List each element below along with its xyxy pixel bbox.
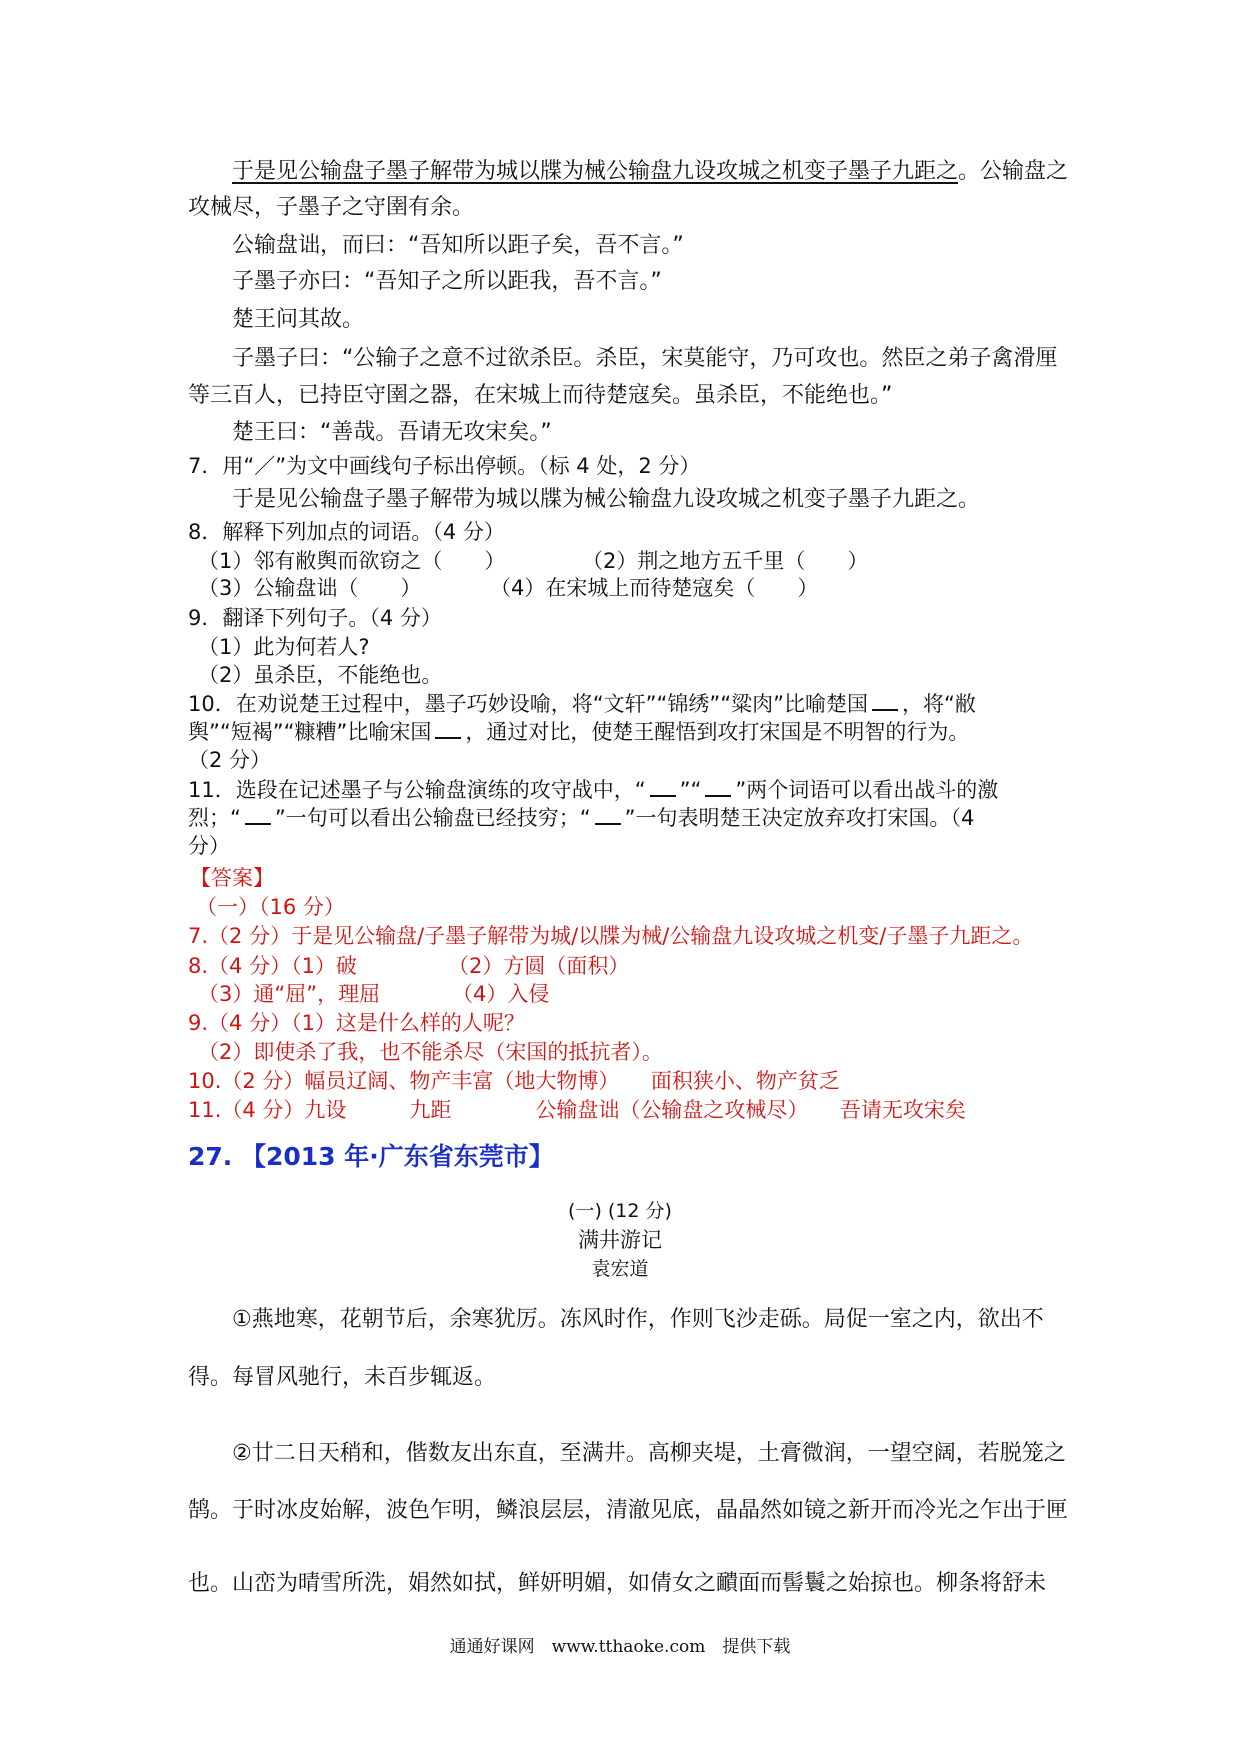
passage-line: 子墨子亦曰：“吾知子之所以距我，吾不言。” — [232, 269, 662, 294]
question-8-item: （4）在宋城上而待楚寇矣（ ） — [490, 576, 819, 600]
passage-line: 攻械尽，子墨子之守圉有余。 — [188, 195, 475, 220]
answer-9: 9.（4 分）（1）这是什么样的人呢？ — [188, 1011, 525, 1035]
section-heading: 27. 【2013 年·广东省东莞市】 — [188, 1142, 554, 1171]
section-sub: (一) (12 分) — [568, 1200, 672, 1222]
question-9-item: （2）虽杀臣，不能绝也。 — [198, 663, 443, 687]
question-8-item: （3）公输盘诎（ ） — [198, 576, 422, 600]
answer-8: （2）方圆（面积） — [448, 954, 630, 978]
question-11-cont: 分） — [188, 834, 230, 858]
passage-line: 公输盘诎，而曰：“吾知所以距子矣，吾不言。” — [232, 233, 684, 258]
question-8-item: （1）邻有敝舆而欲窃之（ ） — [198, 549, 506, 573]
answer-blank — [705, 777, 731, 797]
answer-7: 7.（2 分）于是见公输盘/子墨子解带为城/以牒为械/公输盘九设攻城之机变/子墨子九距之。 — [188, 924, 1034, 948]
essay-line: ①燕地寒，花朝节后，余寒犹厉。冻风时作，作则飞沙走砾。局促一室之内，欲出不 — [232, 1307, 1044, 1332]
answer-blank — [245, 805, 271, 825]
question-8-item: （2）荆之地方五千里（ ） — [582, 549, 869, 573]
answer-section: （一）（16 分） — [196, 895, 345, 919]
answer-blank — [872, 691, 898, 711]
passage-line: 于是见公输盘子墨子解带为城以牒为械公输盘九设攻城之机变子墨子九距之。公输盘之 — [232, 159, 1069, 184]
passage-line: 楚王曰：“善哉。吾请无攻宋矣。” — [232, 420, 552, 445]
answer-11: 11.（4 分）九设 九距 公输盘诎（公输盘之攻械尽） 吾请无攻宋矣 — [188, 1098, 966, 1122]
answer-8: 8.（4 分）（1）破 — [188, 954, 357, 978]
essay-line: 也。山峦为晴雪所洗，娟然如拭，鲜妍明媚，如倩女之靧面而髻鬟之始掠也。柳条将舒未 — [188, 1571, 1047, 1596]
question-11: 11．选段在记述墨子与公输盘演练的攻守战中，“ ”“ ”两个词语可以看出战斗的激 — [188, 778, 999, 802]
passage-line: 楚王问其故。 — [232, 307, 365, 332]
question-7: 7．用“／”为文中画线句子标出停顿。（标 4 处，2 分） — [188, 454, 701, 478]
answer-blank — [435, 719, 461, 739]
question-10: 10．在劝说楚王过程中，墨子巧妙设喻，将“文轩”“锦绣”“粱肉”比喻楚国 ，将“敝 — [188, 692, 976, 716]
underlined-sentence: 于是见公输盘子墨子解带为城以牒为械公输盘九设攻城之机变子墨子九距之 — [232, 159, 959, 184]
question-9: 9．翻译下列句子。（4 分） — [188, 606, 442, 630]
question-10-cont: （2 分） — [188, 748, 272, 772]
answer-heading: 【答案】 — [190, 866, 274, 890]
essay-author: 袁宏道 — [591, 1258, 649, 1280]
passage-line: 等三百人，已持臣守圉之器，在宋城上而待楚寇矣。虽杀臣，不能绝也。” — [188, 383, 893, 408]
passage-line: 子墨子曰：“公输子之意不过欲杀臣。杀臣，宋莫能守，乃可攻也。然臣之弟子禽滑厘 — [232, 346, 1058, 371]
essay-line: 鹄。于时冰皮始解，波色乍明，鳞浪层层，清澈见底，晶晶然如镜之新开而冷光之乍出于匣 — [188, 1498, 1069, 1523]
essay-title: 满井游记 — [578, 1228, 662, 1252]
answer-8: （3）通“屈”，理屈 — [198, 982, 381, 1006]
answer-10: 10.（2 分）幅员辽阔、物产丰富（地大物博） 面积狭小、物产贫乏 — [188, 1069, 840, 1093]
question-10-cont: 舆”“短褐”“糠糟”比喻宋国 ，通过对比，使楚王醒悟到攻打宋国是不明智的行为。 — [188, 720, 970, 744]
answer-blank — [595, 805, 621, 825]
answer-9: （2）即使杀了我，也不能杀尽（宋国的抵抗者）。 — [198, 1040, 663, 1064]
essay-line: ②廿二日天稍和，偕数友出东直，至满井。高柳夹堤，土膏微润，一望空阔，若脱笼之 — [232, 1441, 1066, 1466]
essay-line: 得。每冒风驰行，未百步辄返。 — [188, 1365, 497, 1390]
question-8: 8．解释下列加点的词语。（4 分） — [188, 520, 505, 544]
question-7-sentence: 于是见公输盘子墨子解带为城以牒为械公输盘九设攻城之机变子墨子九距之。 — [232, 487, 981, 512]
question-9-item: （1）此为何若人? — [198, 635, 370, 659]
question-11-cont: 烈；“ ”一句可以看出公输盘已经技穷；“ ”一句表明楚王决定放弃攻打宋国。（4 — [188, 806, 975, 830]
answer-8: （4）入侵 — [452, 982, 550, 1006]
answer-blank — [650, 777, 676, 797]
page-footer: 通通好课网 www.tthaoke.com 提供下载 — [449, 1637, 791, 1657]
